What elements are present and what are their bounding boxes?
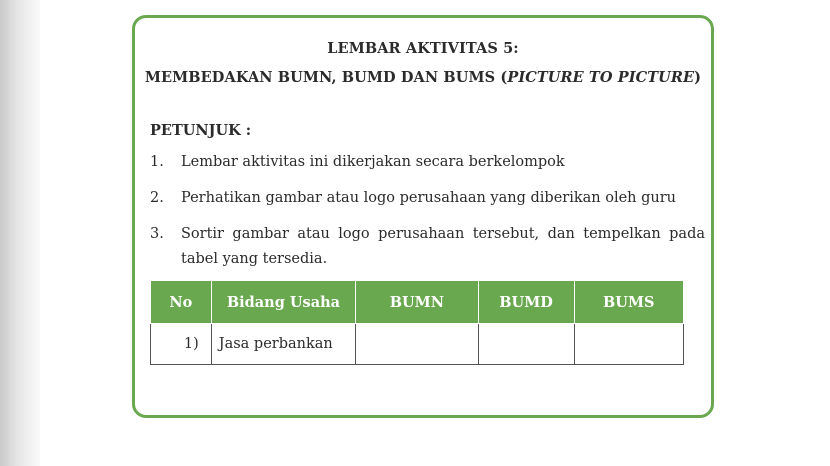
instruction-number: 3. (150, 226, 164, 242)
cell-bidang-usaha: Jasa perbankan (211, 324, 355, 365)
header-bidang-usaha: Bidang Usaha (211, 281, 355, 324)
classification-table (150, 280, 684, 365)
instructions-heading: PETUNJUK : (150, 122, 252, 139)
header-bumn: BUMN (356, 281, 478, 324)
subtitle-italic: PICTURE TO PICTURE (507, 69, 695, 86)
instruction-text: Sortir gambar atau logo perusahaan tersebut, dan tempelkan pada tabel yang tersedia. (181, 226, 705, 267)
instruction-text: Perhatikan gambar atau logo perusahaan yang diberikan oleh guru (181, 190, 677, 206)
header-no: No (151, 281, 212, 324)
header-bums: BUMS (574, 281, 683, 324)
cell-bumd[interactable] (478, 324, 574, 365)
subtitle-main: MEMBEDAKAN BUMN, BUMD DAN BUMS ( (144, 69, 508, 86)
activity-sheet-card (132, 15, 714, 418)
instruction-number: 2. (150, 190, 164, 206)
sheet-subtitle (135, 69, 711, 86)
header-bumd: BUMD (478, 281, 574, 324)
sheet-title: LEMBAR AKTIVITAS 5: (327, 40, 519, 57)
table-row (151, 324, 684, 365)
instruction-number: 1. (150, 154, 164, 170)
cell-no: 1) (151, 324, 212, 365)
cell-bumn[interactable] (356, 324, 478, 365)
table-header-row (151, 281, 684, 324)
page-edge-shadow (0, 0, 40, 466)
subtitle-end: ) (694, 69, 702, 86)
instruction-text: Lembar aktivitas ini dikerjakan secara berkelompok (181, 154, 565, 170)
cell-bums[interactable] (574, 324, 683, 365)
